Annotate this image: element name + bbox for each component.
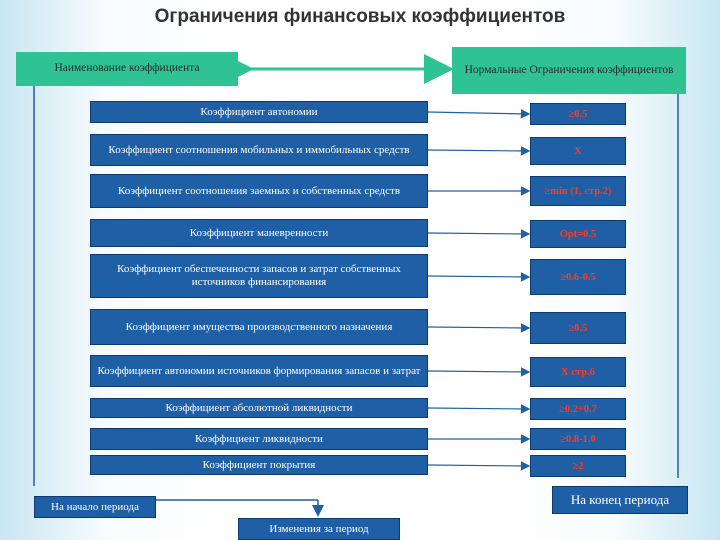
row-connector-arrow (428, 276, 528, 277)
coefficient-name-box: Коэффициент соотношения заемных и собственных средств (90, 174, 428, 208)
period-end-box: На конец периода (552, 486, 688, 514)
coefficient-name-box: Коэффициент обеспеченности запасов и затрат собственных источников финансирования (90, 254, 428, 298)
row-connector-arrow (428, 327, 528, 328)
coefficient-name-box: Коэффициент автономии (90, 101, 428, 123)
coefficient-name-box: Коэффициент имущества производственного назначения (90, 309, 428, 345)
period-start-box: На начало периода (34, 496, 156, 518)
coefficient-name-box: Коэффициент автономии источников формирования запасов и затрат (90, 355, 428, 387)
coefficient-limit-box: ≥0.5 (530, 312, 626, 344)
row-connector-arrow (428, 371, 528, 372)
row-connector-arrow (428, 150, 528, 151)
row-connector-arrow (428, 408, 528, 409)
coefficient-limit-box: ≥2 (530, 455, 626, 477)
coefficient-limit-box: ≥min (1, стр.2) (530, 176, 626, 206)
coefficient-name-box: Коэффициент соотношения мобильных и иммобильных средств (90, 134, 428, 166)
coefficient-limit-box: ≥0.6-0.5 (530, 259, 626, 295)
header-left-name: Наименование коэффициента (16, 52, 238, 86)
row-connector-arrow (428, 112, 528, 114)
coefficient-name-box: Коэффициент маневренности (90, 219, 428, 247)
page-title: Ограничения финансовых коэффициентов (154, 6, 566, 27)
coefficient-limit-box: Х стр.6 (530, 357, 626, 387)
row-connector-arrow (428, 233, 528, 234)
row-connector-arrow (428, 465, 528, 466)
coefficient-limit-box: Х (530, 137, 626, 165)
header-right-limits: Нормальные Ограничения коэффициентов (452, 47, 686, 94)
coefficient-limit-box: ≥0.5 (530, 103, 626, 125)
coefficient-name-box: Коэффициент покрытия (90, 455, 428, 475)
coefficient-limit-box: ≥0.8-1.0 (530, 428, 626, 450)
coefficient-limit-box: ≥0.2÷0.7 (530, 398, 626, 420)
coefficient-name-box: Коэффициент ликвидности (90, 428, 428, 450)
coefficient-limit-box: Opt=0.5 (530, 220, 626, 248)
period-change-box: Изменения за период (238, 518, 400, 540)
coefficient-name-box: Коэффициент абсолютной ликвидности (90, 398, 428, 418)
